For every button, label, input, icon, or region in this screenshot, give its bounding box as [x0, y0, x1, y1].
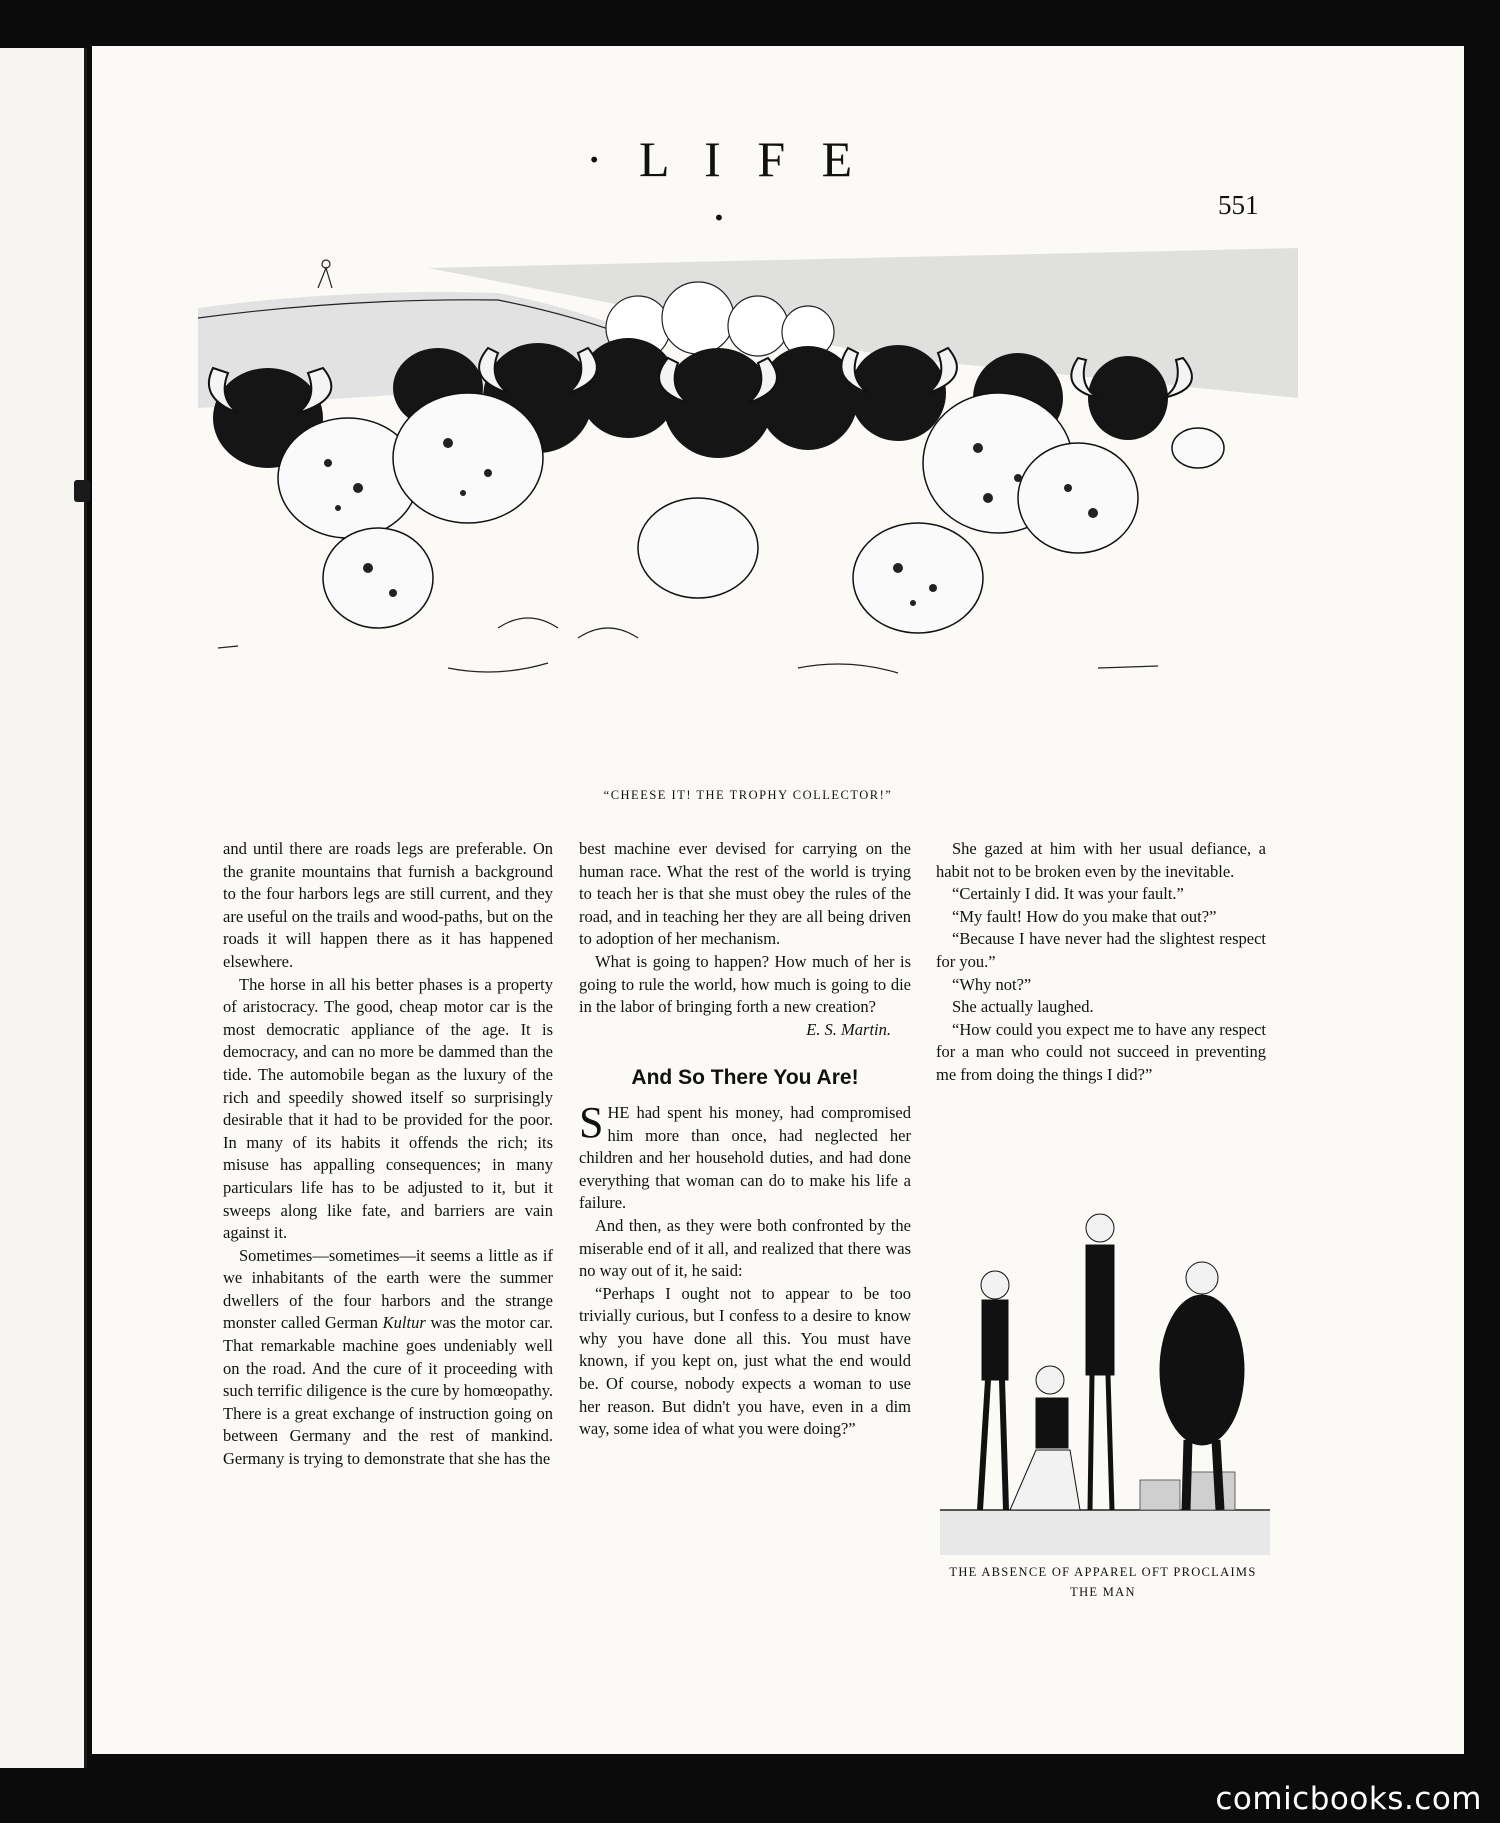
paragraph: and until there are roads legs are preferable. On the granite mountains that furnish a background to the four harbors legs are still current, and they are useful on the trails and wood-paths, but on the roads it will happen there as it has happened elsewhere. [223, 839, 553, 971]
story-title: And So There You Are! [631, 1066, 859, 1090]
paragraph: The horse in all his better phases is a property of aristocracy. The good, cheap motor car is the most democratic appliance of the age. It is democracy, and can no more be dammed than the tide. The automobile began as the luxury of the rich and speedily showed itself so surprisingly desirable that it had to be provided for the poor. In many of its habits it offends the rich; its misuse has appalling consequences; in many particulars life has to be adjusted to it, but it sweeps along like fate, and barriers are vain against it. [223, 974, 553, 1243]
paragraph: She actually laughed. [952, 997, 1094, 1017]
paragraph: “Perhaps I ought not to appear to be too trivially curious, but I confess to a desire to know why you have done all this. You must have known, if you kept on, just what the end would be. Of course, nobody expects a woman to use her reason. But didn't you have, even in a dim way, some idea of what you were doing?” [579, 1283, 911, 1439]
magazine-title: · L I F E · [585, 131, 865, 245]
emphasis-kultur: Kultur [382, 1313, 426, 1333]
article-column-3 [936, 838, 1266, 1087]
paragraph [223, 1245, 553, 1471]
caption-line: THE ABSENCE OF APPAREL OFT PROCLAIMS [949, 1565, 1257, 1579]
paragraph: She gazed at him with her usual defiance, a habit not to be broken even by the inevitable. [936, 839, 1266, 881]
paragraph: “My fault! How do you make that out?” [952, 906, 1217, 926]
paragraph [579, 1097, 911, 1215]
bathers-illustration [940, 1210, 1270, 1555]
paragraph: What is going to happen? How much of her is going to rule the world, how much is going to die in the labor of bringing forth a new creation? [579, 951, 911, 1017]
paragraph: And then, as they were both confronted by the miserable end of it all, and realized that there was no way out of it, he said: [579, 1215, 911, 1281]
top-cartoon-caption: “CHEESE IT! THE TROPHY COLLECTOR!” [603, 788, 893, 802]
caption-line: THE MAN [1070, 1585, 1136, 1599]
article-column-1 [223, 838, 553, 1471]
site-watermark: comicbooks.com [1215, 1781, 1482, 1817]
author-byline: E. S. Martin. [806, 1019, 891, 1039]
paragraph-text: HE had spent his money, had compromised him more than once, had neglected her children and her household duties, and had done everything that woman can do to make his life a failure. [579, 1102, 911, 1213]
paragraph: “Why not?” [952, 974, 1032, 994]
binding-mark [74, 480, 90, 502]
paragraph: “Because I have never had the slightest respect for you.” [936, 929, 1266, 971]
trophy-collector-illustration [198, 248, 1298, 758]
paragraph: “Certainly I did. It was your fault.” [952, 884, 1184, 904]
drop-cap: S [579, 1097, 604, 1147]
bottom-cartoon-caption [930, 1562, 1276, 1602]
paragraph-text: Sometimes—sometimes—it seems a little as if we inhabitants of the earth were the summer dwellers of the four harbors and the strange monster called German [223, 1245, 553, 1333]
paragraph: best machine ever devised for carrying on the human race. What the rest of the world is trying to teach her is that she must obey the rules of the road, and in teaching her they are all being driven to adoption of her mechanism. [579, 839, 911, 949]
page-number: 551 [1218, 190, 1259, 220]
paragraph: “How could you expect me to have any respect for a man who could not succeed in preventing me from doing the things I did?” [936, 1019, 1266, 1084]
article-column-2 [579, 838, 911, 1441]
paragraph-text: was the motor car. That remarkable machine goes undeniably well on the road. And the cure of it proceeding with such terrific diligence is the cure by homœopathy. There is a great exchange of instruction going on between Germany and the rest of mankind. Germany is trying to demonstrate that she has the [223, 1313, 553, 1469]
facing-page-edge [0, 48, 87, 1768]
